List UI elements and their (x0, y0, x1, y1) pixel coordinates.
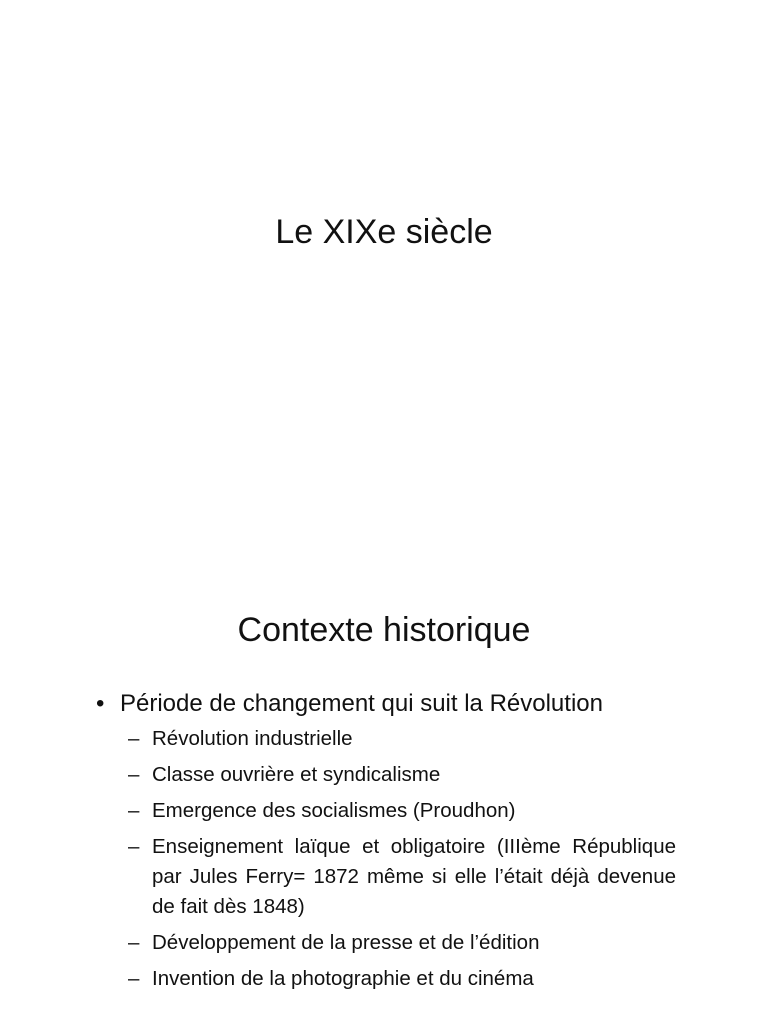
sub-bullet-item (128, 928, 676, 958)
sub-bullet-item (128, 724, 676, 754)
sub-bullet-item (128, 964, 676, 994)
sub-bullet-text: Classe ouvrière et syndicalisme (152, 763, 441, 786)
bullet-text: Période de changement qui suit la Révolution (120, 690, 603, 717)
dash-icon: – (128, 931, 140, 954)
bullet-dot-icon: • (96, 690, 105, 717)
sub-bullet-item (128, 832, 676, 922)
bullet-list (96, 686, 676, 994)
slide-context (0, 576, 768, 1024)
dash-icon: – (128, 835, 140, 858)
sub-bullet-text: Enseignement laïque et obligatoire (IIIème République par Jules Ferry= 1872 même si elle l’était déjà devenue de fait dès 1848) (152, 835, 676, 918)
dash-icon: – (128, 799, 140, 822)
sub-bullet-text: Emergence des socialismes (Proudhon) (152, 799, 516, 822)
slide-title-heading: Le XIXe siècle (275, 213, 493, 251)
sub-bullet-item (128, 796, 676, 826)
dash-icon: – (128, 967, 140, 990)
sub-bullet-text: Développement de la presse et de l’édition (152, 931, 540, 954)
dash-icon: – (128, 763, 140, 786)
sub-bullet-item (128, 760, 676, 790)
sub-bullet-text: Invention de la photographie et du cinéma (152, 967, 534, 990)
bullet-item (96, 686, 676, 994)
slide-context-heading: Contexte historique (237, 611, 531, 649)
sub-bullet-text: Révolution industrielle (152, 727, 353, 750)
dash-icon: – (128, 727, 140, 750)
sub-bullet-list (128, 724, 676, 994)
